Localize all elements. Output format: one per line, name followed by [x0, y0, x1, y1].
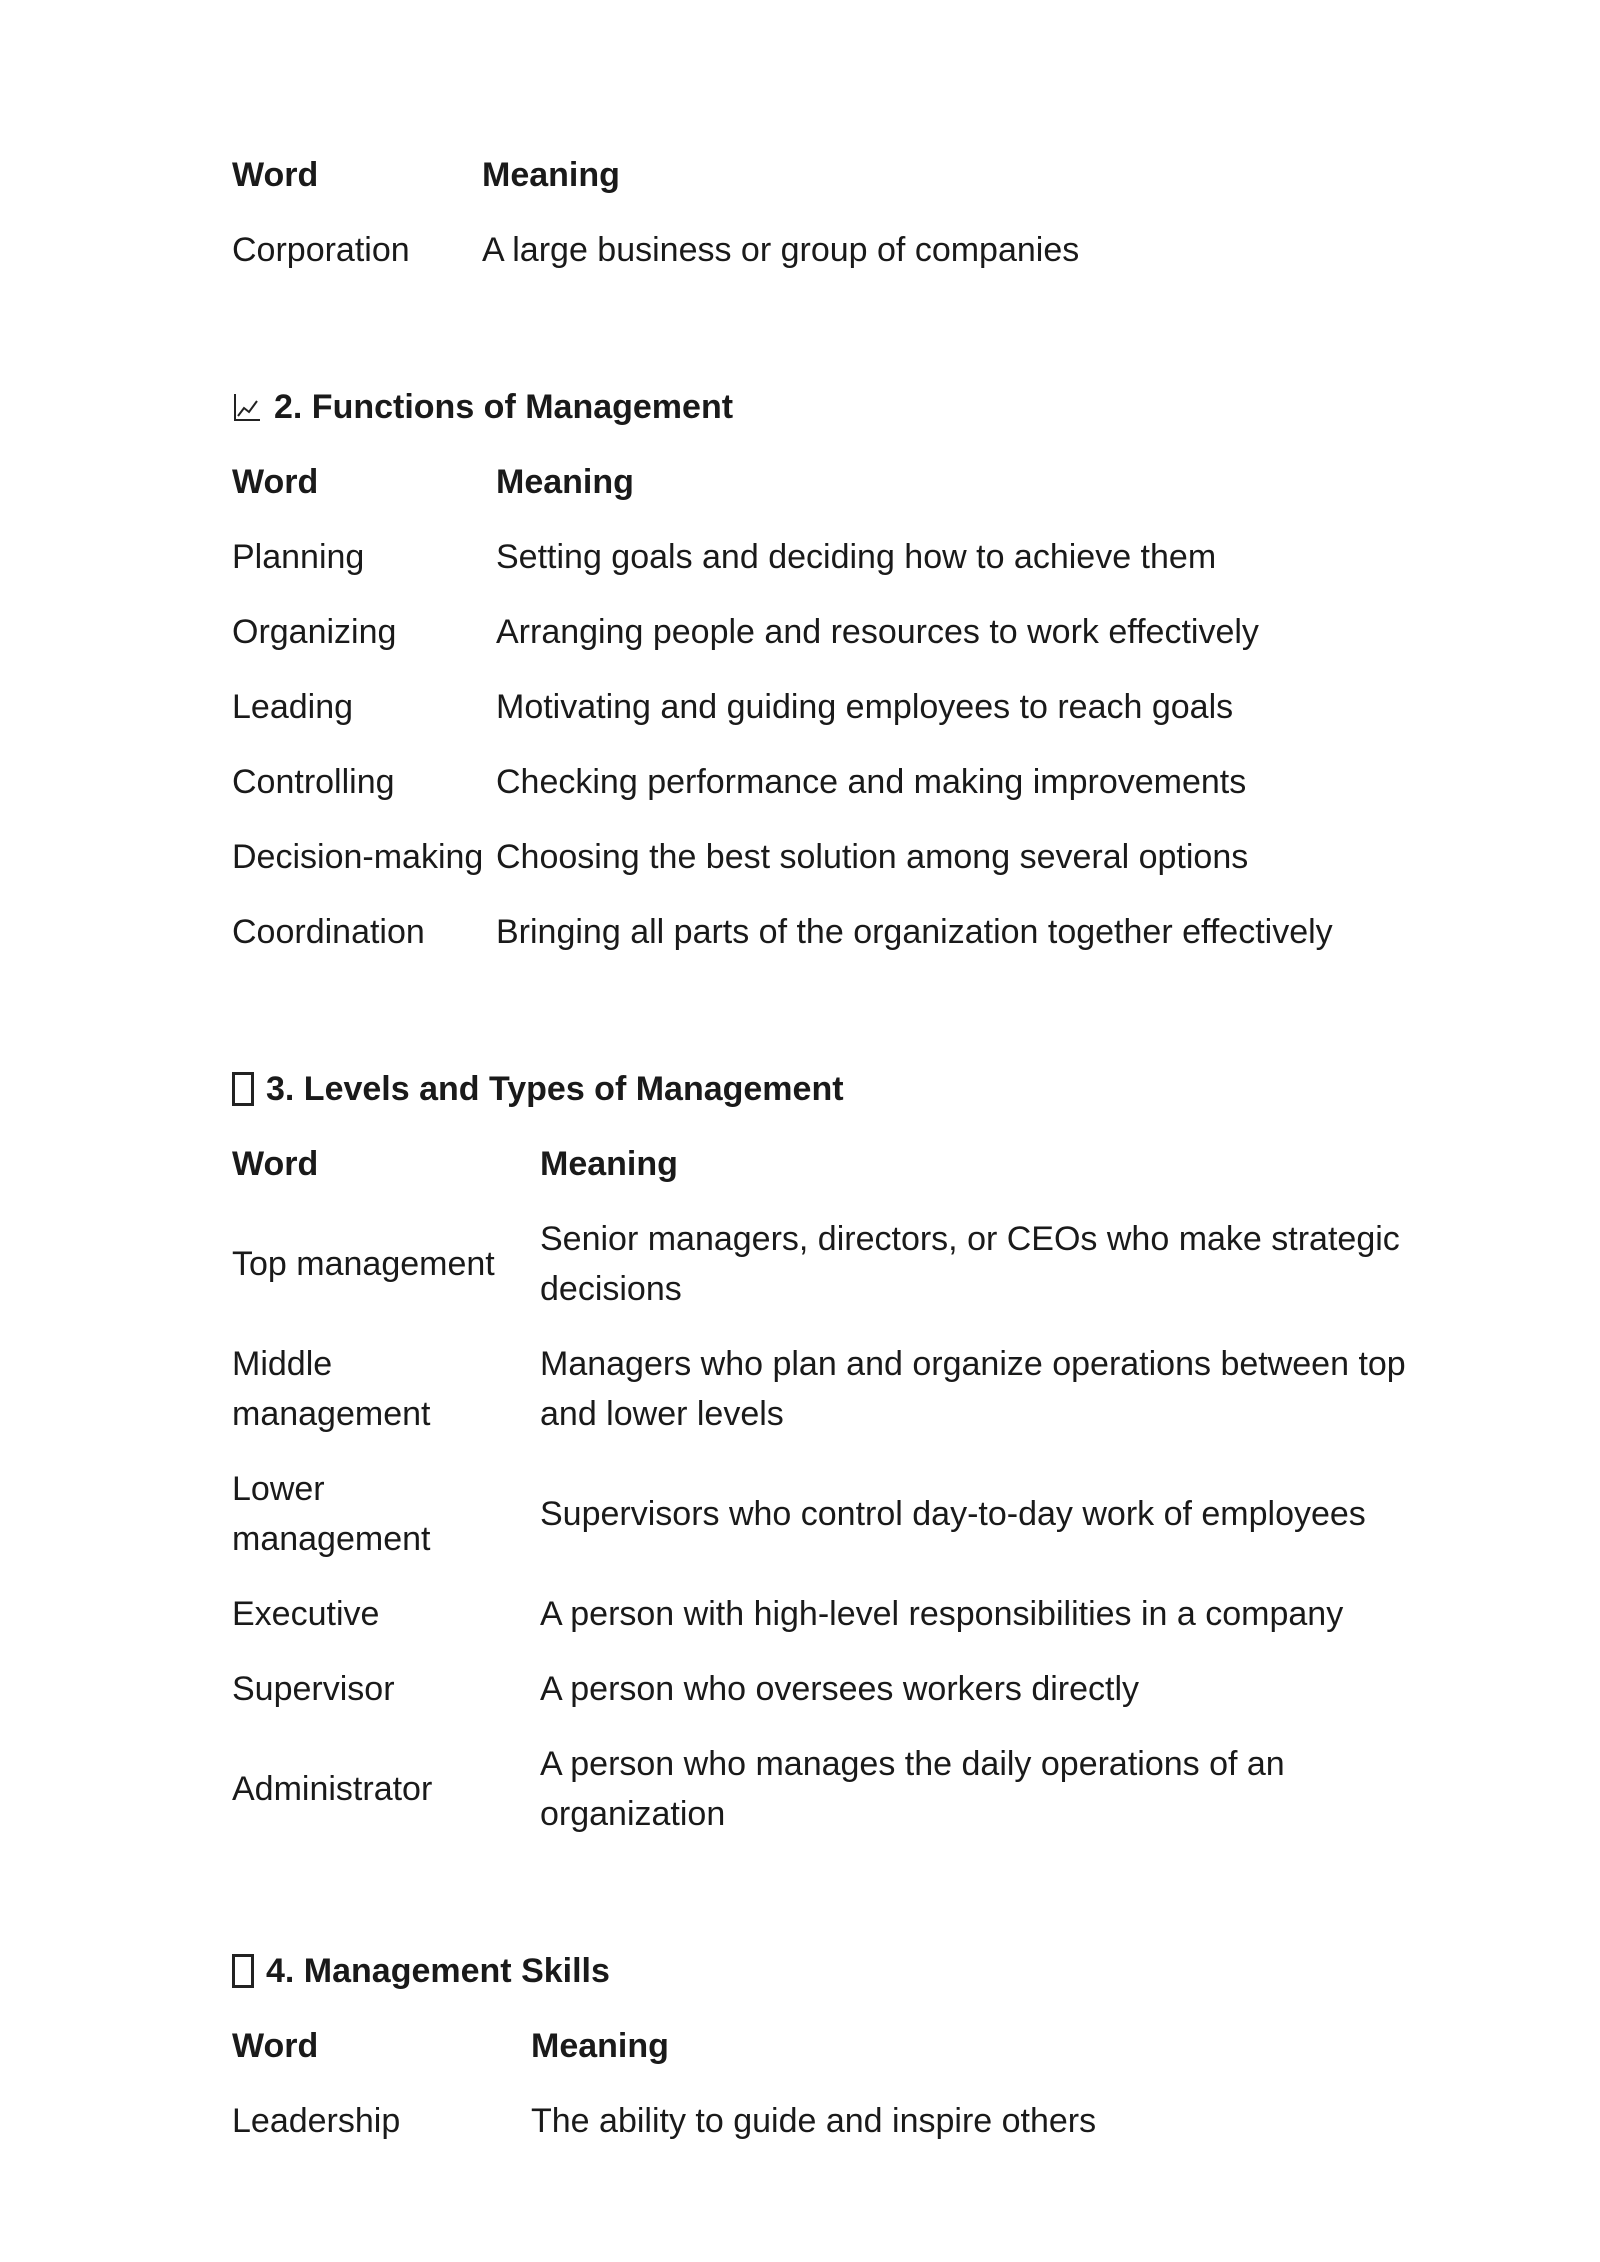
word-cell: Middle management [232, 1345, 431, 1433]
column-header-word: Word [232, 1145, 319, 1183]
section-title: 2. Functions of Management [274, 388, 734, 426]
vocab-table-skills [232, 2021, 1106, 2171]
table-row [232, 1664, 1450, 1739]
meaning-cell: Bringing all parts of the organization together effectively [496, 913, 1333, 951]
table-row [232, 532, 1343, 607]
column-header-meaning: Meaning [482, 156, 620, 194]
section-heading-functions [232, 382, 1462, 432]
column-header-word: Word [232, 463, 319, 501]
table-row [232, 607, 1343, 682]
word-cell: Corporation [232, 231, 410, 269]
vocab-table-functions [232, 457, 1343, 982]
document-page [232, 150, 1462, 2171]
missing-glyph-icon [232, 1072, 254, 1106]
word-cell: Decision-making [232, 838, 484, 876]
chart-increasing-icon [232, 391, 262, 423]
word-cell: Organizing [232, 613, 397, 651]
column-header-word: Word [232, 2027, 319, 2065]
meaning-cell: Managers who plan and organize operations between top and lower levels [540, 1345, 1406, 1433]
table-row [232, 2096, 1106, 2171]
section-title: 4. Management Skills [266, 1952, 610, 1990]
word-cell: Coordination [232, 913, 425, 951]
section-title: 3. Levels and Types of Management [266, 1070, 844, 1108]
table-header-row [232, 1139, 1450, 1214]
table-row [232, 907, 1343, 982]
meaning-cell: Checking performance and making improvements [496, 763, 1247, 801]
column-header-meaning: Meaning [540, 1145, 678, 1183]
meaning-cell: The ability to guide and inspire others [531, 2102, 1097, 2140]
meaning-cell: A person with high-level responsibilities in a company [540, 1595, 1344, 1633]
table-row [232, 1739, 1450, 1864]
table-row [232, 1589, 1450, 1664]
table-row [232, 832, 1343, 907]
meaning-cell: Motivating and guiding employees to reach goals [496, 688, 1234, 726]
section-heading-skills [232, 1946, 1462, 1996]
column-header-meaning: Meaning [531, 2027, 669, 2065]
meaning-cell: A person who oversees workers directly [540, 1670, 1140, 1708]
word-cell: Administrator [232, 1770, 433, 1808]
column-header-word: Word [232, 156, 319, 194]
table-header-row [232, 2021, 1106, 2096]
word-cell: Executive [232, 1595, 380, 1633]
table-header-row [232, 457, 1343, 532]
word-cell: Controlling [232, 763, 395, 801]
table-row [232, 225, 1089, 300]
meaning-cell: Setting goals and deciding how to achieve them [496, 538, 1217, 576]
meaning-cell: Supervisors who control day-to-day work of employees [540, 1495, 1366, 1533]
table-header-row [232, 150, 1089, 225]
table-row [232, 1464, 1450, 1589]
vocab-table-corporate [232, 150, 1089, 300]
meaning-cell: Senior managers, directors, or CEOs who make strategic decisions [540, 1220, 1400, 1308]
section-heading-levels [232, 1064, 1462, 1114]
table-row [232, 1214, 1450, 1339]
meaning-cell: A person who manages the daily operations of an organization [540, 1745, 1285, 1833]
table-row [232, 1339, 1450, 1464]
word-cell: Planning [232, 538, 365, 576]
word-cell: Leading [232, 688, 354, 726]
table-row [232, 757, 1343, 832]
word-cell: Lower management [232, 1470, 431, 1558]
meaning-cell: Choosing the best solution among several options [496, 838, 1249, 876]
column-header-meaning: Meaning [496, 463, 634, 501]
meaning-cell: Arranging people and resources to work effectively [496, 613, 1259, 651]
word-cell: Top management [232, 1245, 495, 1283]
meaning-cell: A large business or group of companies [482, 231, 1080, 269]
vocab-table-levels [232, 1139, 1450, 1864]
word-cell: Leadership [232, 2102, 401, 2140]
word-cell: Supervisor [232, 1670, 395, 1708]
missing-glyph-icon [232, 1954, 254, 1988]
table-row [232, 682, 1343, 757]
